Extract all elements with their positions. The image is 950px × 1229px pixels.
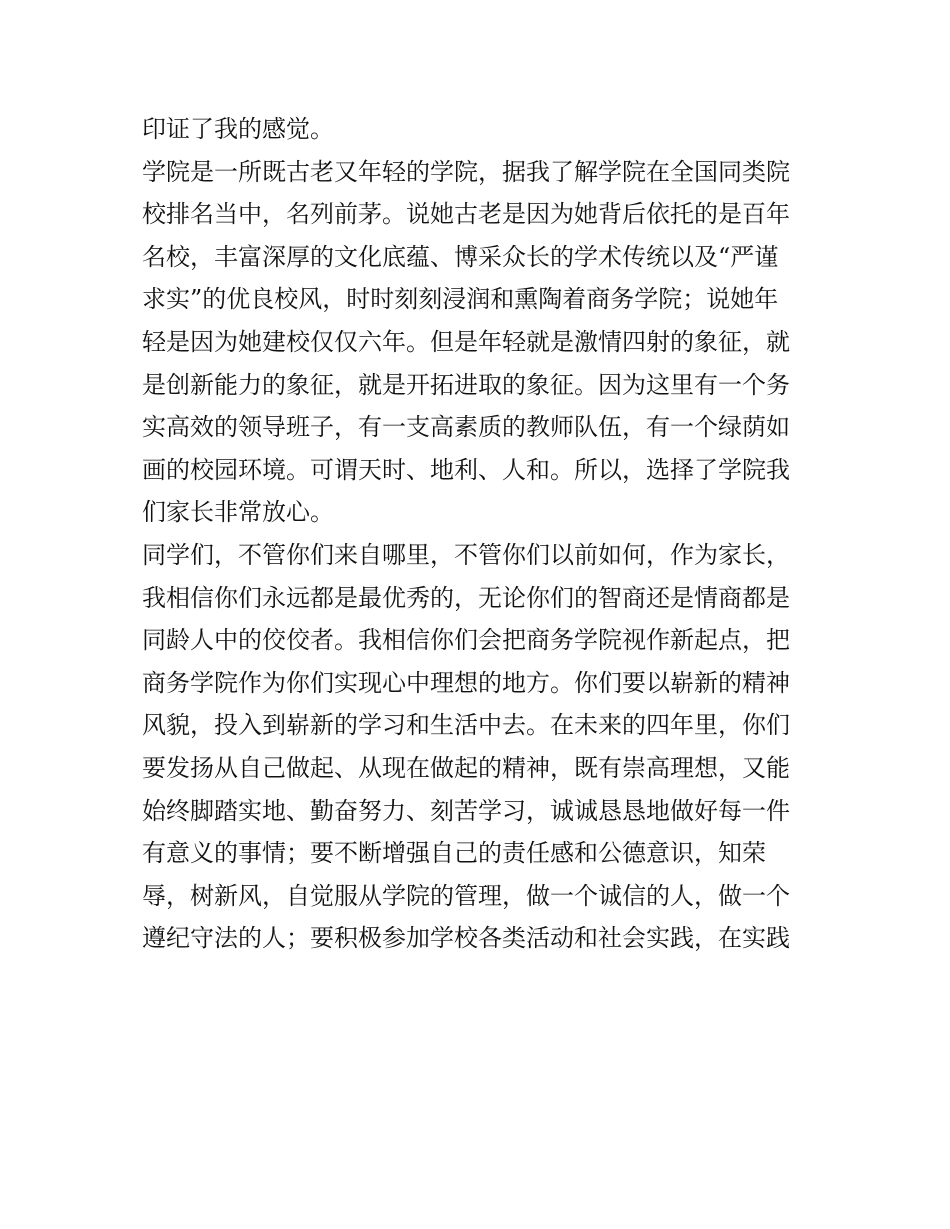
text-line: 实高效的领导班子，有一支高素质的教师队伍，有一个绿荫如	[142, 413, 790, 442]
text-line: 学院是一所既古老又年轻的学院，据我了解学院在全国同类院	[142, 157, 790, 186]
body-text	[142, 108, 822, 960]
text-line: 我相信你们永远都是最优秀的，无论你们的智商还是情商都是	[142, 583, 790, 612]
text-line: 校排名当中，名列前茅。说她古老是因为她背后依托的是百年	[142, 200, 790, 229]
text-line: 遵纪守法的人；要积极参加学校各类活动和社会实践，在实践	[142, 924, 790, 953]
text-line: 要发扬从自己做起、从现在做起的精神，既有崇高理想，又能	[142, 753, 790, 782]
text-line: 轻是因为她建校仅仅六年。但是年轻就是激情四射的象征，就	[142, 327, 790, 356]
text-line: 同龄人中的佼佼者。我相信你们会把商务学院视作新起点，把	[142, 626, 790, 655]
text-line: 印证了我的感觉。	[142, 115, 334, 143]
text-line: 风貌，投入到崭新的学习和生活中去。在未来的四年里，你们	[142, 711, 790, 740]
text-line: 商务学院作为你们实现心中理想的地方。你们要以崭新的精神	[142, 668, 790, 697]
text-line: 是创新能力的象征，就是开拓进取的象征。因为这里有一个务	[142, 370, 790, 399]
text-line: 们家长非常放心。	[142, 498, 334, 527]
text-line: 名校，丰富深厚的文化底蕴、博采众长的学术传统以及“严谨	[142, 242, 779, 271]
text-line: 画的校园环境。可谓天时、地利、人和。所以，选择了学院我	[142, 455, 790, 484]
text-line: 求实”的优良校风，时时刻刻浸润和熏陶着商务学院；说她年	[142, 285, 779, 314]
text-line: 同学们，不管你们来自哪里，不管你们以前如何，作为家长，	[142, 540, 790, 569]
text-line: 始终脚踏实地、勤奋努力、刻苦学习，诚诚恳恳地做好每一件	[142, 796, 790, 825]
text-line: 辱，树新风，自觉服从学院的管理，做一个诚信的人，做一个	[142, 881, 790, 910]
text-line: 有意义的事情；要不断增强自己的责任感和公德意识，知荣	[142, 839, 766, 868]
